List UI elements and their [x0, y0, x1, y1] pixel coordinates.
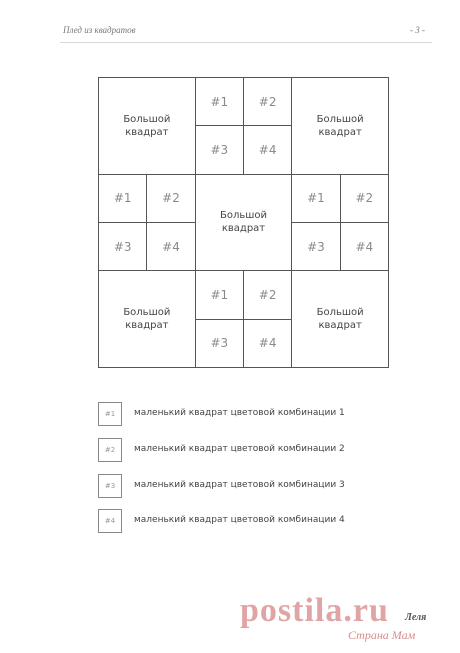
small-square: #2: [243, 270, 292, 319]
big-square: Большой квадрат: [291, 270, 389, 368]
legend-label: маленький квадрат цветовой комбинации 3: [134, 480, 345, 490]
legend-label: маленький квадрат цветовой комбинации 2: [134, 444, 345, 454]
legend-item: [98, 402, 398, 428]
legend-label: маленький квадрат цветовой комбинации 4: [134, 515, 345, 525]
small-square: #2: [340, 174, 389, 223]
legend-item: [98, 509, 398, 535]
small-square: #3: [195, 125, 244, 174]
small-square: #3: [98, 222, 147, 271]
small-square: #2: [243, 77, 292, 126]
small-square: #1: [291, 174, 340, 223]
legend-item: [98, 438, 398, 464]
small-square: #4: [340, 222, 389, 271]
small-square: #4: [146, 222, 195, 271]
small-square: #3: [195, 319, 244, 368]
page-number: - 3 -: [410, 25, 425, 35]
author-signature: Леля: [405, 612, 427, 623]
big-square: Большой квадрат: [98, 77, 196, 175]
small-square: #4: [243, 125, 292, 174]
big-square: Большой квадрат: [291, 77, 389, 175]
small-square: #1: [195, 270, 244, 319]
legend-label: маленький квадрат цветовой комбинации 1: [134, 408, 345, 418]
small-square: #1: [98, 174, 147, 223]
legend-swatch: #3: [98, 474, 122, 498]
square-layout-diagram: [98, 77, 388, 367]
header-divider: [60, 42, 432, 43]
document-title: Плед из квадратов: [63, 25, 136, 35]
legend-swatch: #1: [98, 402, 122, 426]
watermark-caption: Страна Мам: [348, 628, 416, 642]
small-square: #4: [243, 319, 292, 368]
small-square: #1: [195, 77, 244, 126]
legend-swatch: #4: [98, 509, 122, 533]
big-square: Большой квадрат: [98, 270, 196, 368]
big-square: Большой квадрат: [195, 174, 293, 272]
legend-item: [98, 474, 398, 500]
small-square: #2: [146, 174, 195, 223]
watermark-logo: postila.ru: [240, 592, 389, 629]
small-square: #3: [291, 222, 340, 271]
legend-swatch: #2: [98, 438, 122, 462]
